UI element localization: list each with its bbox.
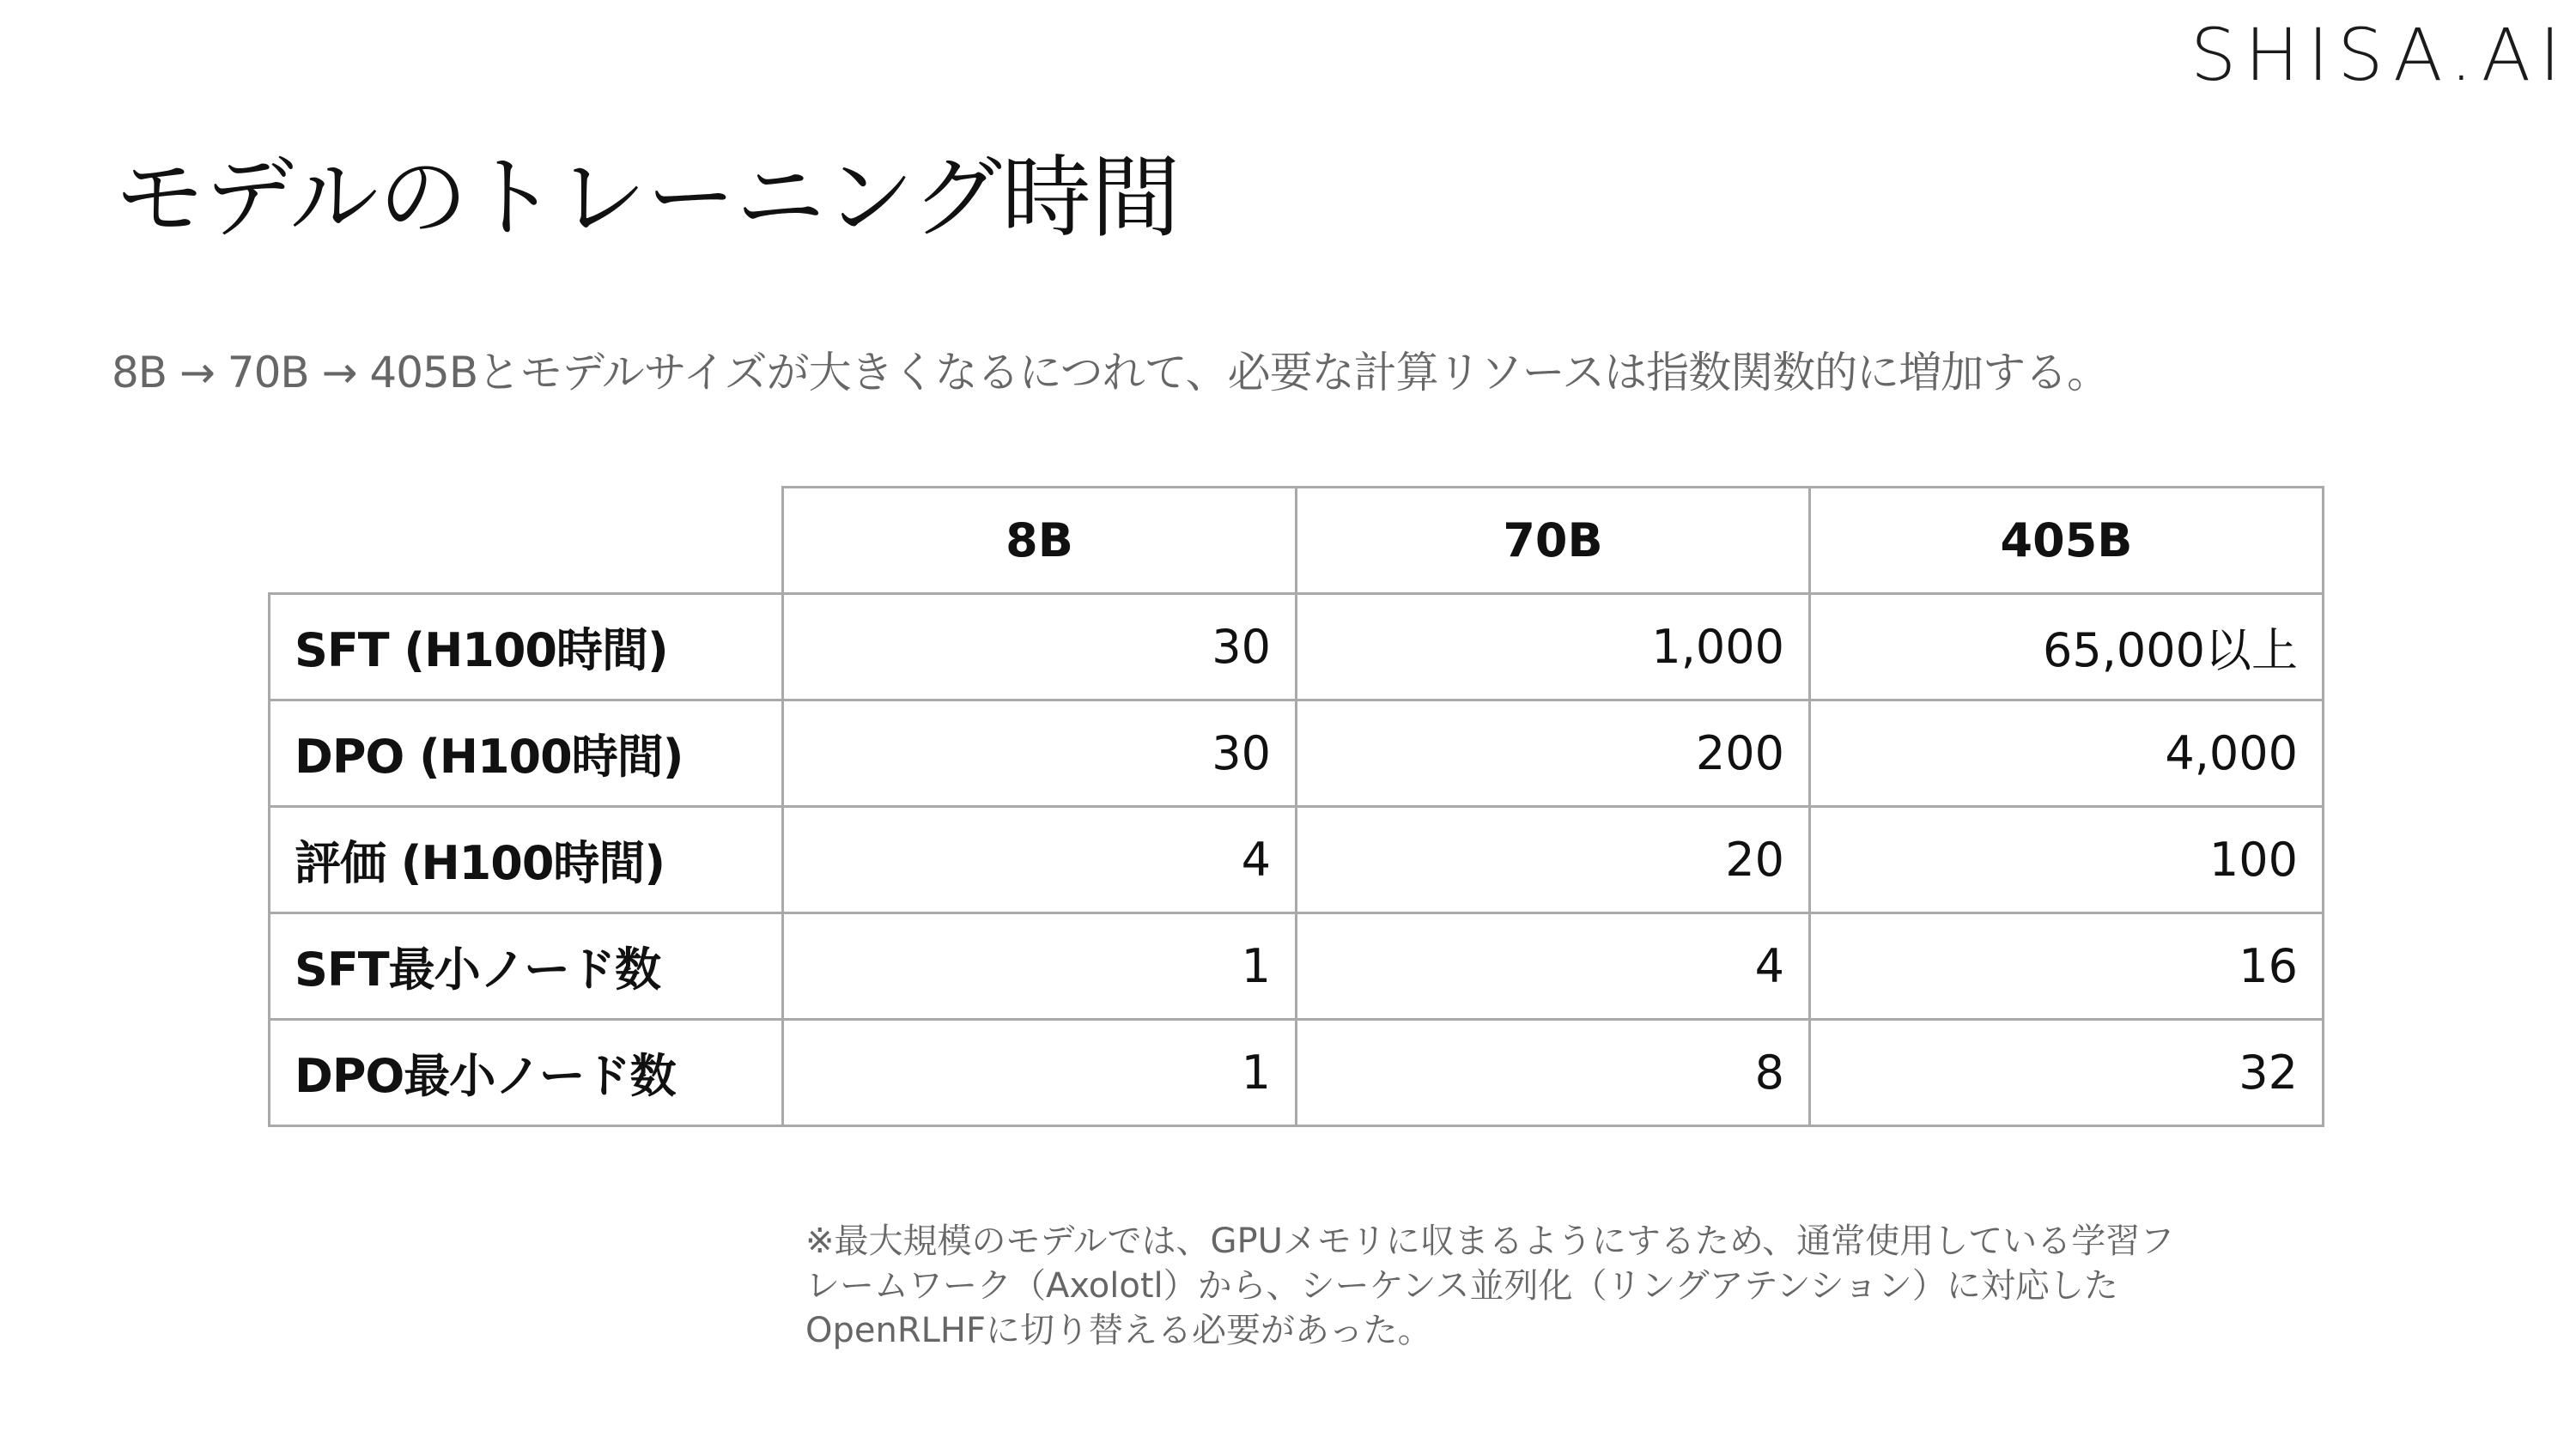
table-cell: 4,000 <box>1810 700 2324 807</box>
table-header-row <box>270 488 2324 594</box>
training-time-table <box>268 486 2324 1127</box>
table-cell: 1 <box>783 913 1297 1020</box>
row-header-sft-min-nodes: SFT最小ノード数 <box>270 913 783 1020</box>
table-cell: 16 <box>1810 913 2324 1020</box>
footnote <box>805 1219 2317 1353</box>
table-corner-cell <box>270 488 783 594</box>
row-header-sft-hours: SFT (H100時間) <box>270 594 783 700</box>
table-cell: 8 <box>1297 1020 1810 1126</box>
table-row <box>270 700 2324 807</box>
table-cell: 1 <box>783 1020 1297 1126</box>
footnote-line: ※最大規模のモデルでは、GPUメモリに収まるようにするため、通常使用している学習フ <box>805 1222 2175 1261</box>
table-cell: 32 <box>1810 1020 2324 1126</box>
page-subtitle: 8B → 70B → 405Bとモデルサイズが大きくなるにつれて、必要な計算リソースは指数関数的に増加する。 <box>112 348 2110 397</box>
table-row <box>270 1020 2324 1126</box>
row-header-dpo-hours: DPO (H100時間) <box>270 700 783 807</box>
table-cell: 30 <box>783 594 1297 700</box>
table-row <box>270 913 2324 1020</box>
column-header-405b: 405B <box>1810 488 2324 594</box>
table-row <box>270 594 2324 700</box>
table-cell: 65,000以上 <box>1810 594 2324 700</box>
table-cell: 30 <box>783 700 1297 807</box>
row-header-eval-hours: 評価 (H100時間) <box>270 807 783 913</box>
table-row <box>270 807 2324 913</box>
table-cell: 200 <box>1297 700 1810 807</box>
table-cell: 20 <box>1297 807 1810 913</box>
footnote-line: レームワーク（Axolotl）から、シーケンス並列化（リングアテンション）に対応した <box>805 1266 2118 1306</box>
table-cell: 1,000 <box>1297 594 1810 700</box>
table-cell: 4 <box>783 807 1297 913</box>
table-cell: 100 <box>1810 807 2324 913</box>
shisa-ai-logo: SHISA.AI <box>2190 13 2569 97</box>
column-header-70b: 70B <box>1297 488 1810 594</box>
page-title: モデルのトレーニング時間 <box>115 145 1181 250</box>
column-header-8b: 8B <box>783 488 1297 594</box>
table-cell: 4 <box>1297 913 1810 1020</box>
row-header-dpo-min-nodes: DPO最小ノード数 <box>270 1020 783 1126</box>
footnote-line: OpenRLHFに切り替える必要があった。 <box>805 1311 1432 1350</box>
